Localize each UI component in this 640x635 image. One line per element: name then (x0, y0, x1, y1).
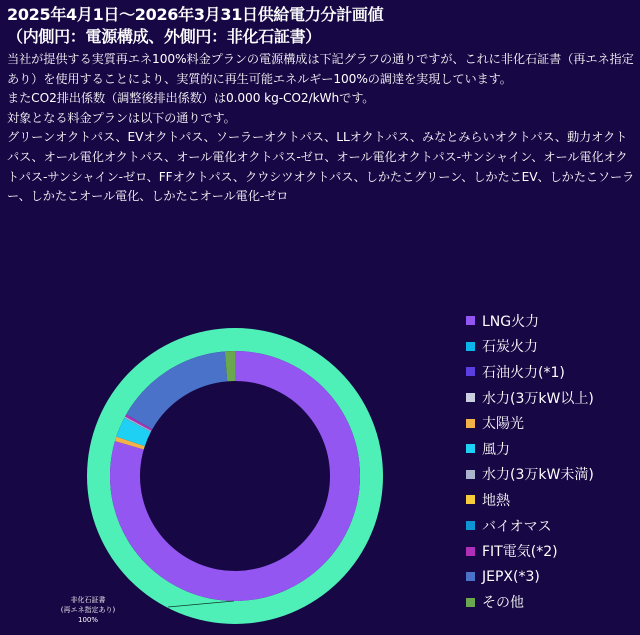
legend-label: LNG火力 (482, 313, 540, 330)
legend-label: 地熱 (482, 492, 510, 509)
legend-label: JEPX(*3) (482, 568, 540, 585)
legend-label: 水力(3万kW以上) (482, 390, 594, 407)
legend-item[interactable] (466, 334, 636, 360)
plans-intro-paragraph: 対象となる料金プランは以下の通りです。 (7, 110, 236, 125)
legend-item[interactable] (466, 385, 636, 411)
page-subtitle: （内側円：電源構成、外側円：非化石証書） (7, 27, 322, 46)
legend-label: 水力(3万kW未満) (482, 467, 594, 484)
legend-item[interactable] (466, 513, 636, 539)
legend-item[interactable] (466, 564, 636, 590)
legend-item[interactable] (466, 436, 636, 462)
legend-item[interactable] (466, 308, 636, 334)
inner-ring (110, 351, 360, 601)
header (7, 4, 637, 207)
legend-item[interactable] (466, 359, 636, 385)
legend-swatch (466, 316, 475, 325)
legend-label: 太陽光 (482, 416, 524, 433)
legend-label: FIT電気(*2) (482, 544, 558, 561)
page-title: 2025年4月1日〜2026年3月31日供給電力分計画値 (7, 5, 384, 24)
legend-item[interactable] (466, 410, 636, 436)
legend-label: 風力 (482, 441, 510, 458)
legend-swatch (466, 419, 475, 428)
legend-swatch (466, 444, 475, 453)
co2-paragraph: またCO2排出係数（調整後排出係数）は0.000 kg-CO2/kWhです。 (7, 91, 375, 106)
legend-label: バイオマス (482, 518, 552, 535)
legend-swatch (466, 598, 475, 607)
annotation-label-line1: 非化石証書 (70, 596, 106, 604)
legend-swatch (466, 367, 475, 376)
annotation-label-line3: 100% (77, 616, 99, 624)
legend-swatch (466, 547, 475, 556)
legend-item[interactable] (466, 538, 636, 564)
description-paragraph: 当社が提供する実質再エネ100%料金プランの電源構成は下記グラフの通りですが、これに非化石証書（再エネ指定あり）を使用することにより、実質的に再生可能エネルギー100%の調達を実現しています。 (7, 52, 634, 86)
legend-item[interactable] (466, 462, 636, 488)
donut-chart (0, 300, 450, 635)
legend-swatch (466, 470, 475, 479)
legend-label: その他 (482, 595, 524, 612)
legend-swatch (466, 495, 475, 504)
legend-swatch (466, 572, 475, 581)
legend-swatch (466, 393, 475, 402)
chart-legend (466, 308, 636, 615)
annotation-label-line2: (再エネ指定あり) (60, 606, 116, 614)
plans-list-paragraph: グリーンオクトパス、EVオクトパス、ソーラーオクトパス、LLオクトパス、みなとみらいオクトパス、動力オクトパス、オール電化オクトパス、オール電化オクトパス-ゼロ、オール電化オクトパス-サンシャイン、オール電化オクトパス-サンシャイン-ゼロ、FFオクトパス、クウシツオクトパス、しかたこグリーン、しかたこEV、しかたこソーラー、しかたこオール電化、しかたこオール電化-ゼロ (7, 130, 635, 204)
legend-label: 石炭火力 (482, 339, 538, 356)
legend-item[interactable] (466, 590, 636, 616)
legend-swatch (466, 521, 475, 530)
legend-swatch (466, 342, 475, 351)
legend-label: 石油火力(*1) (482, 364, 565, 381)
legend-item[interactable] (466, 487, 636, 513)
